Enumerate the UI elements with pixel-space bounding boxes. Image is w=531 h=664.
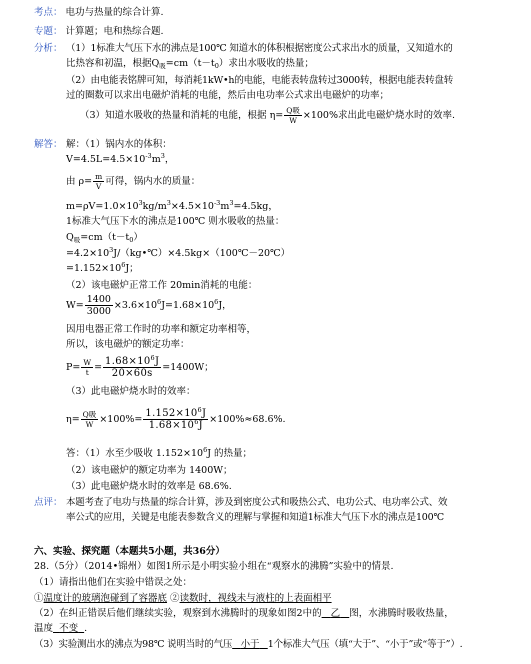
kaodian-label: 考点： bbox=[34, 7, 63, 18]
zhuanti-text: 计算题；电和热综合题. bbox=[65, 26, 164, 37]
analysis-line-3: （2）由电能表铭牌可知，每消耗1kW•h的电能，电能表转盘转过3000转，根据电能表转盘转 bbox=[66, 75, 454, 86]
solution-line-14: （3）此电磁炉烧水时的效率： bbox=[66, 386, 196, 397]
jieda-label: 解答： bbox=[34, 139, 63, 150]
efficiency-fraction-1: $\frac{\text{Q吸}}{W}$ bbox=[82, 410, 97, 429]
question-28-part-2-cont: 温度 不变 . bbox=[34, 623, 88, 634]
solution-line-15: η= $\frac{\text{Q吸}}{W}$ ×100%= $\frac{1.152\times 10^6J}{1.68\times 10^6J}$ ×100%≈68.6%. bbox=[66, 406, 286, 431]
kaodian-row bbox=[34, 6, 164, 19]
solution-line-10: W= $\frac{1400}{3000}$ $\times 3.6\times 10^6J=1.68\times 10^6J$， bbox=[66, 294, 232, 317]
power-fraction-2: $\frac{1.68\times 10^6J}{20\times 60s}$ bbox=[105, 354, 160, 379]
question-28: 28.（5分）（2014•锦州）如图1所示是小明实验小组在“观察水的沸腾”实验中的情景. bbox=[34, 561, 394, 572]
zhuanti-row bbox=[34, 25, 164, 38]
analysis-label-row bbox=[34, 42, 63, 55]
dianping-label: 点评： bbox=[34, 497, 63, 508]
analysis-line-5: （3）知道水吸收的热量和消耗的电能，根据 η= $\frac{\text{Q吸}}{W}$ ×100%求出此电磁炉烧水时的效率. bbox=[80, 106, 456, 125]
solution-line-11: 因用电器正常工作时的功率和额定功率相等， bbox=[66, 324, 257, 335]
question-28-part-3: （3）实验测出水的沸点为98℃ 说明当时的气压 小于 1个标准大气压（填“大于”、“小于”或“等于”）. bbox=[34, 639, 463, 650]
solution-line-17: （2）该电磁炉的额定功率为 1400W； bbox=[66, 465, 233, 476]
energy-fraction: $\frac{1400}{3000}$ bbox=[86, 294, 111, 317]
solution-line-2: $V=4.5L=4.5\times 10^{-3}m^3$， bbox=[66, 152, 175, 165]
solution-line-3: 由 ρ= $\frac{m}{V}$ 可得，锅内水的质量： bbox=[66, 172, 201, 191]
solution-line-9: （2）该电磁炉正常工作 20min消耗的电能： bbox=[66, 280, 258, 291]
efficiency-fraction-2: $\frac{1.152\times 10^6J}{1.68\times 10^6J}$ bbox=[145, 406, 207, 431]
question-28-answers-1: ①温度计的玻璃泡碰到了容器底 ②读数时，视线未与液柱的上表面相平 bbox=[34, 593, 332, 604]
question-28-part-1: （1）请指出他们在实验中错误之处： bbox=[34, 577, 193, 588]
answer-temperature: 不变 bbox=[59, 623, 79, 634]
solution-line-7: $=4.2\times 10^3J/(kg•℃)\times 4.5kg\times(100℃-20℃)$ bbox=[66, 246, 291, 259]
solution-line-8: $=1.152\times 10^6J$； bbox=[66, 261, 139, 274]
answer-2-fig: 乙 bbox=[330, 608, 341, 619]
solution-line-12: 所以，该电磁炉的额定功率： bbox=[66, 339, 190, 350]
zhuanti-label: 专题： bbox=[34, 26, 63, 37]
solution-line-4: $m=\rho V=1.0\times 10^3kg/m^3\times 4.5\times 10^{-3}m^3=4.5kg$， bbox=[66, 199, 278, 212]
analysis-line-2: 比热容和初温，根据$Q_吸=cm(t-t_0)$求出水吸收的热量； bbox=[66, 58, 314, 70]
answer-1: 温度计的玻璃泡碰到了容器底 bbox=[43, 593, 168, 604]
section-heading: 六、实验、探究题（本题共5小题，共36分） bbox=[34, 546, 225, 557]
dianping-label-row bbox=[34, 496, 63, 509]
analysis-line-1: （1）1标准大气压下水的沸点是100℃ 知道水的体积根据密度公式求出水的质量，又知道水的 bbox=[66, 43, 453, 54]
solution-line-13: P= $\frac{W}{t}$ = $\frac{1.68\times 10^6J}{20\times 60s}$ =1400W； bbox=[66, 354, 214, 379]
solution-line-5: 1标准大气压下水的沸点是100℃ 则水吸收的热量： bbox=[66, 216, 285, 227]
power-fraction-1: $\frac{W}{t}$ bbox=[83, 358, 92, 377]
density-fraction: $\frac{m}{V}$ bbox=[95, 172, 103, 191]
analysis-line-4: 过的圈数可以求出电磁炉消耗的电能，然后由电功率公式求出电磁炉的功率； bbox=[66, 90, 390, 101]
efficiency-fraction: $\frac{\text{Q吸}}{W}$ bbox=[286, 106, 300, 125]
solution-line-6: $Q_吸=cm(t-t_0)$ bbox=[66, 232, 143, 244]
solution-line-1: 解：（1）锅内水的体积： bbox=[66, 139, 172, 150]
question-28-part-2: （2）在纠正错误后他们继续实验，观察到水沸腾时的现象如图2中的 乙 图，水沸腾时吸收热量， bbox=[34, 608, 454, 619]
fenxi-label: 分析： bbox=[34, 43, 63, 54]
comment-line-2: 率公式的应用，关键是电能表参数含义的理解与掌握和知道1标准大气压下水的沸点是100℃ bbox=[66, 512, 444, 523]
answer-2: 读数时，视线未与液柱的上表面相平 bbox=[179, 593, 332, 604]
solution-line-18: （3）此电磁炉烧水时的效率是 68.6%. bbox=[66, 481, 232, 492]
answer-pressure: 小于 bbox=[240, 639, 260, 650]
jieda-label-row bbox=[34, 138, 63, 151]
comment-line-1: 本题考查了电功与热量的综合计算，涉及到密度公式和吸热公式、电功公式、电功率公式、效 bbox=[66, 497, 448, 508]
kaodian-text: 电功与热量的综合计算. bbox=[65, 7, 164, 18]
solution-line-16: 答：（1）水至少吸收 $1.152\times 10^6J$ 的热量； bbox=[66, 446, 253, 459]
